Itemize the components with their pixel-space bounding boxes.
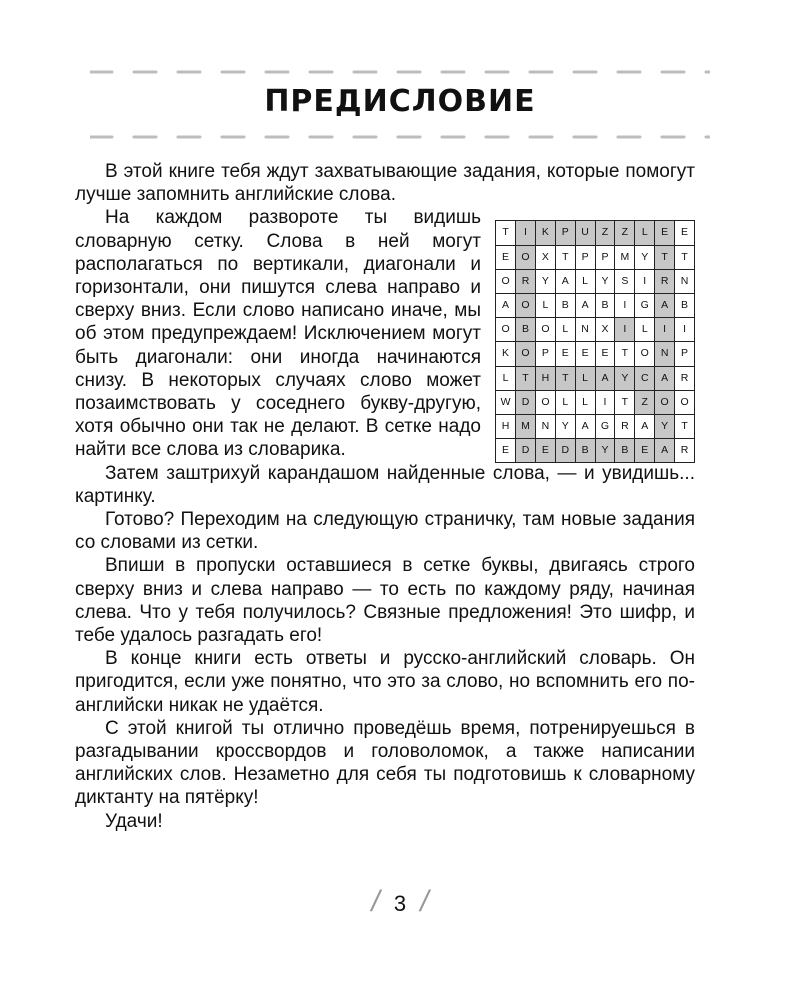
grid-cell: R — [675, 439, 695, 463]
grid-cell: L — [635, 221, 655, 245]
grid-cell: H — [535, 366, 555, 390]
grid-cell: Y — [555, 415, 575, 439]
grid-row — [496, 366, 695, 390]
grid-cell: L — [555, 318, 575, 342]
paragraph-6: В конце книги есть ответы и русско-английский словарь. Он пригодится, если уже понятно, что это за слово, но вспомнить его по-английски никак не удаётся. — [75, 648, 695, 716]
grid-cell: N — [535, 415, 555, 439]
grid-cell: T — [555, 366, 575, 390]
grid-cell: T — [496, 221, 516, 245]
grid-cell: Z — [615, 221, 635, 245]
top-dashed-rule — [90, 68, 710, 74]
grid-cell: D — [555, 439, 575, 463]
grid-cell: A — [655, 366, 675, 390]
grid-cell: O — [516, 294, 536, 318]
grid-cell: Y — [595, 269, 615, 293]
grid-cell: A — [595, 366, 615, 390]
grid-cell: A — [635, 415, 655, 439]
grid-cell: L — [635, 318, 655, 342]
grid-cell: Y — [595, 439, 615, 463]
grid-cell: O — [496, 269, 516, 293]
grid-cell: K — [535, 221, 555, 245]
grid-cell: X — [595, 318, 615, 342]
grid-cell: N — [575, 318, 595, 342]
grid-cell: Z — [635, 390, 655, 414]
grid-cell: T — [615, 342, 635, 366]
grid-cell: O — [535, 318, 555, 342]
grid-cell: A — [655, 439, 675, 463]
grid-cell: G — [635, 294, 655, 318]
grid-cell: C — [635, 366, 655, 390]
paragraph-1: В этой книге тебя ждут захватывающие задания, которые помогут лучше запомнить английские слова. — [75, 161, 695, 206]
grid-cell: Y — [635, 245, 655, 269]
grid-cell: T — [675, 415, 695, 439]
grid-cell: L — [575, 390, 595, 414]
grid-cell: B — [615, 439, 635, 463]
grid-cell: K — [496, 342, 516, 366]
grid-cell: U — [575, 221, 595, 245]
grid-cell: D — [516, 390, 536, 414]
grid-cell: B — [516, 318, 536, 342]
grid-cell: N — [655, 342, 675, 366]
grid-row — [496, 439, 695, 463]
grid-cell: L — [496, 366, 516, 390]
grid-cell: R — [516, 269, 536, 293]
grid-cell: R — [675, 366, 695, 390]
grid-row — [496, 318, 695, 342]
grid-cell: E — [496, 245, 516, 269]
word-search-grid — [495, 220, 695, 457]
grid-cell: O — [535, 390, 555, 414]
grid-cell: E — [496, 439, 516, 463]
grid-cell: R — [615, 415, 635, 439]
grid-row — [496, 294, 695, 318]
grid-cell: I — [635, 269, 655, 293]
grid-cell: T — [675, 245, 695, 269]
grid-cell: E — [555, 342, 575, 366]
page-number-value: 3 — [393, 891, 407, 916]
grid-cell: B — [575, 439, 595, 463]
grid-cell: A — [655, 294, 675, 318]
grid-cell: I — [615, 318, 635, 342]
grid-cell: E — [535, 439, 555, 463]
grid-row — [496, 342, 695, 366]
grid-cell: E — [655, 221, 675, 245]
grid-cell: I — [655, 318, 675, 342]
grid-cell: D — [516, 439, 536, 463]
grid-cell: Z — [595, 221, 615, 245]
grid-cell: B — [675, 294, 695, 318]
grid-cell: E — [675, 221, 695, 245]
paragraph-3: Затем заштрихуй карандашом найденные слова, — и увидишь... картинку. — [75, 462, 695, 507]
grid-cell: E — [595, 342, 615, 366]
grid-cell: M — [615, 245, 635, 269]
grid-row — [496, 415, 695, 439]
grid-cell: I — [675, 318, 695, 342]
grid-cell: O — [516, 342, 536, 366]
grid-cell: T — [555, 245, 575, 269]
grid-cell: P — [535, 342, 555, 366]
grid-cell: M — [516, 415, 536, 439]
grid-cell: O — [635, 342, 655, 366]
grid-cell: X — [535, 245, 555, 269]
grid-cell: L — [535, 294, 555, 318]
word-search-table — [495, 220, 695, 463]
grid-cell: E — [575, 342, 595, 366]
grid-cell: L — [555, 390, 575, 414]
grid-cell: P — [675, 342, 695, 366]
grid-cell: O — [675, 390, 695, 414]
grid-cell: P — [575, 245, 595, 269]
grid-cell: H — [496, 415, 516, 439]
page-title: ПРЕДИСЛОВИЕ — [264, 84, 536, 119]
grid-cell: Y — [615, 366, 635, 390]
grid-cell: T — [516, 366, 536, 390]
grid-cell: Y — [535, 269, 555, 293]
grid-row — [496, 221, 695, 245]
paragraph-5: Впиши в пропуски оставшиеся в сетке буквы, двигаясь строго сверху вниз и слева направо — то есть по каждому ряду, начиная слева. Что у тебя получилось? Связные предложения! Это шифр, и тебе удалось разгадать его! — [75, 555, 695, 647]
grid-cell: Y — [655, 415, 675, 439]
grid-cell: I — [516, 221, 536, 245]
grid-cell: T — [655, 245, 675, 269]
slash-left-icon: / — [371, 885, 380, 918]
grid-row — [496, 269, 695, 293]
grid-cell: P — [555, 221, 575, 245]
grid-cell: A — [496, 294, 516, 318]
grid-cell: O — [516, 245, 536, 269]
grid-cell: A — [575, 294, 595, 318]
bottom-dashed-rule — [90, 133, 710, 139]
grid-cell: W — [496, 390, 516, 414]
grid-cell: A — [575, 415, 595, 439]
paragraph-8: Удачи! — [105, 810, 163, 832]
grid-cell: O — [655, 390, 675, 414]
paragraph-4: Готово? Переходим на следующую страничку, там новые задания со словами из сетки. — [75, 509, 695, 554]
grid-cell: I — [615, 294, 635, 318]
grid-cell: O — [496, 318, 516, 342]
grid-cell: B — [595, 294, 615, 318]
grid-cell: L — [575, 269, 595, 293]
paragraph-2: На каждом развороте ты видишь словарную сетку. Слова в ней могут располагаться по вертикали, диагонали и горизонтали, они пишутся слева направо и сверху вниз. Если слово написано иначе, мы об этом предупреждаем! Исключением могут быть диагонали: они иногда начинаются снизу. В некоторых случаях слово может позаимствовать у соседнего букву-другую, хотя обычно они так не делают. В сетке надо найти все слова из словарика. — [75, 207, 481, 461]
preface-body — [75, 160, 695, 833]
grid-cell: N — [675, 269, 695, 293]
grid-row — [496, 245, 695, 269]
paragraph-7: С этой книгой ты отлично проведёшь время, потренируешься в разгадывании кроссвордов и головоломок, а также написании английских слов. Незаметно для себя ты подготовишь к словарному диктанту на пятёрку! — [75, 717, 695, 809]
grid-cell: I — [595, 390, 615, 414]
grid-cell: R — [655, 269, 675, 293]
grid-cell: L — [575, 366, 595, 390]
slash-right-icon: / — [420, 885, 429, 918]
grid-row — [496, 390, 695, 414]
grid-cell: E — [635, 439, 655, 463]
grid-cell: A — [555, 269, 575, 293]
grid-cell: G — [595, 415, 615, 439]
grid-cell: B — [555, 294, 575, 318]
page-number — [0, 885, 800, 919]
grid-cell: P — [595, 245, 615, 269]
grid-cell: S — [615, 269, 635, 293]
grid-cell: T — [615, 390, 635, 414]
